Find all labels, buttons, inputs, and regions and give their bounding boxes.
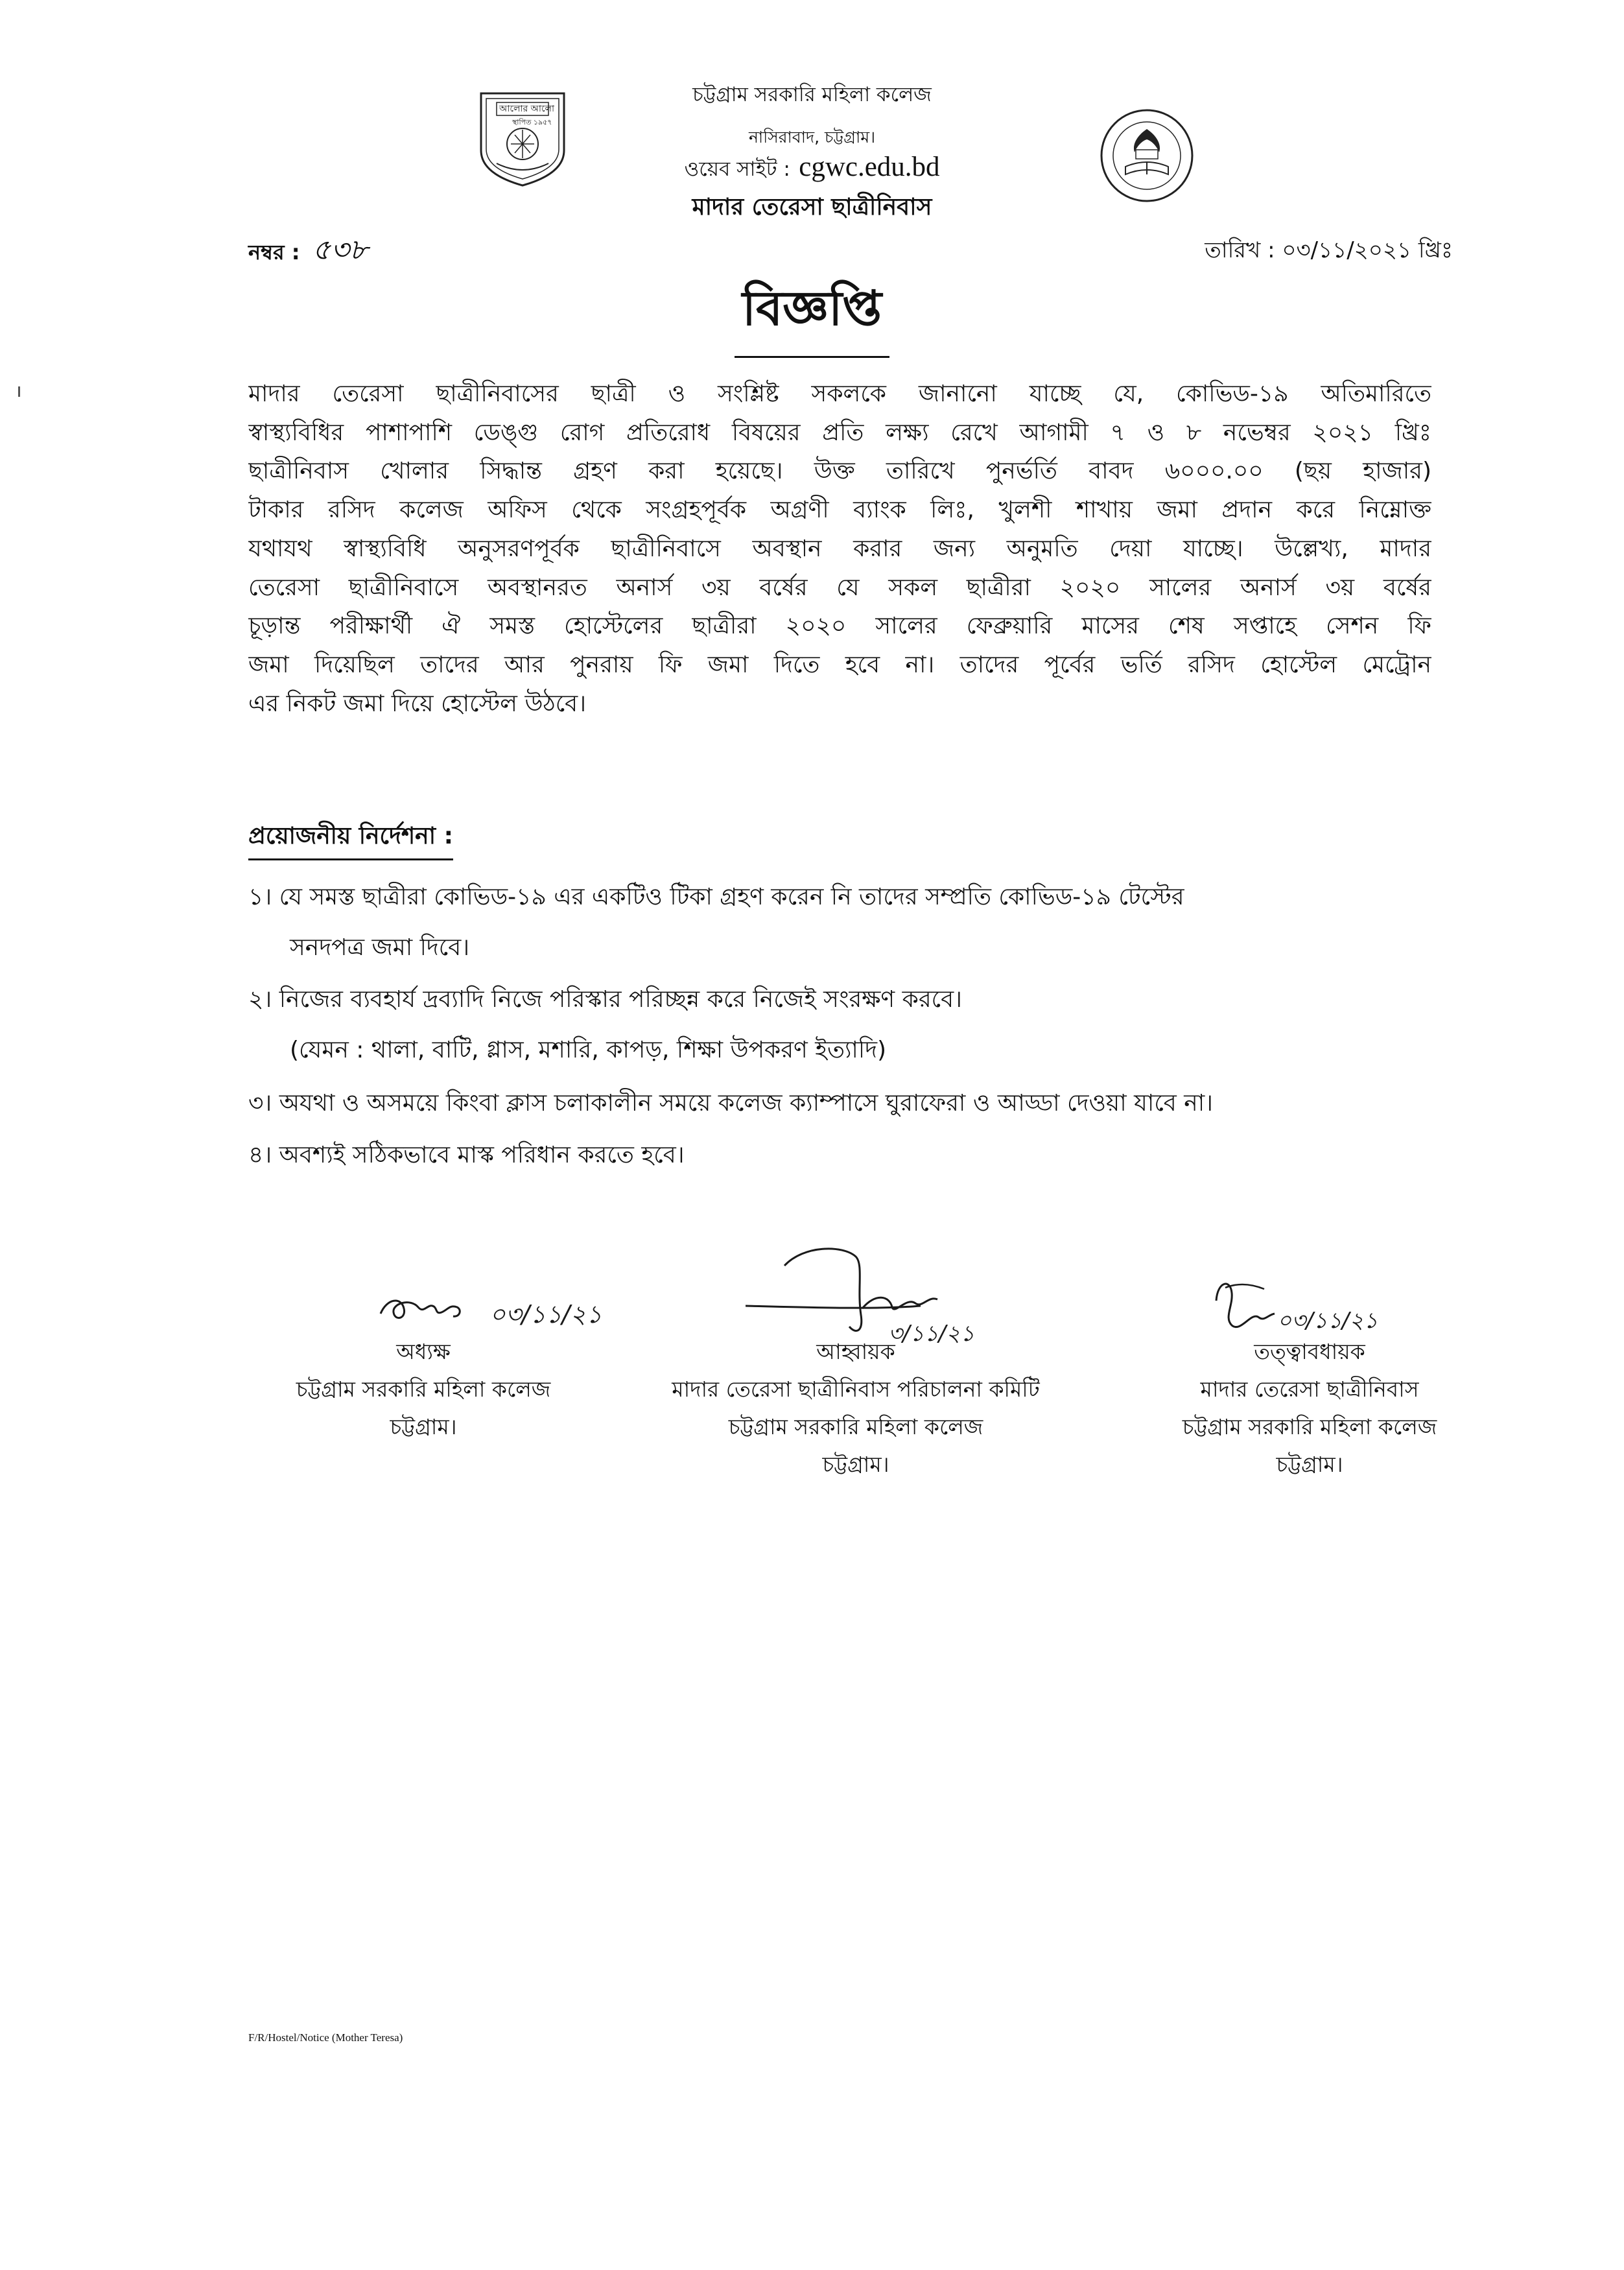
signature-line: চট্টগ্রাম।: [822, 1452, 889, 1477]
signature-line: মাদার তেরেসা ছাত্রীনিবাস পরিচালনা কমিটি: [672, 1377, 1040, 1402]
college-name: চট্টগ্রাম সরকারি মহিলা কলেজ: [692, 83, 932, 106]
instructions-heading: প্রয়োজনীয় নির্দেশনা :: [248, 818, 453, 860]
reference-number-value: ৫৩৮: [312, 233, 368, 266]
notice-body: [248, 375, 1431, 723]
signature-block-principal: [248, 1333, 598, 1446]
signature-line: চট্টগ্রাম সরকারি মহিলা কলেজ: [296, 1377, 551, 1402]
body-line: স্বাস্থ্যবিধির পাশাপাশি ডেঙ্গু রোগ প্রতিরোধ বিষয়ের প্রতি লক্ষ্য রেখে আগামী ৭ ও ৮ নভেম্বর ২০২১ খ্রিঃ: [248, 419, 1431, 446]
signature-line: চট্টগ্রাম।: [1276, 1452, 1343, 1477]
body-line: এর নিকট জমা দিয়ে হোস্টেল উঠবে।: [248, 690, 587, 717]
reference-number-label: নম্বর :: [248, 240, 300, 265]
college-address: নাসিরাবাদ, চট্টগ্রাম।: [748, 128, 876, 147]
body-line: মাদার তেরেসা ছাত্রীনিবাসের ছাত্রী ও সংশ্লিষ্ট সকলকে জানানো যাচ্ছে যে, কোভিড-১৯ অতিমারিতে: [248, 381, 1431, 407]
instruction-item-2: ২। নিজের ব্যবহার্য দ্রব্যাদি নিজে পরিস্কার পরিচ্ছন্ন করে নিজেই সংরক্ষণ করবে।: [248, 986, 962, 1013]
principal-signature: [378, 1285, 637, 1337]
signature-line: মাদার তেরেসা ছাত্রীনিবাস: [1200, 1377, 1419, 1402]
supervisor-signature-date: ০৩/১১/২১: [1277, 1308, 1378, 1334]
website-line: [0, 150, 1624, 187]
signature-line: চট্টগ্রাম সরকারি মহিলা কলেজ: [728, 1414, 983, 1439]
body-line: চূড়ান্ত পরীক্ষার্থী ঐ সমস্ত হোস্টেলের ছাত্রীরা ২০২০ সালের ফেব্রুয়ারি মাসের শেষ সপ্তাহে সেশন ফি: [248, 613, 1431, 640]
crest-text-top: আলোর আলো: [499, 104, 555, 114]
convener-signature: [746, 1244, 1018, 1347]
instruction-item-4: ৪। অবশ্যই সঠিকভাবে মাস্ক পরিধান করতে হবে।: [248, 1142, 685, 1168]
signature-role: আহ্বায়ক: [816, 1339, 895, 1364]
body-line: যথাযথ স্বাস্থ্যবিধি অনুসরণপূর্বক ছাত্রীনিবাসে অবস্থান করার জন্য অনুমতি দেয়া যাচ্ছে। উল্লেখ্য, মাদার: [248, 535, 1431, 562]
body-line: জমা দিয়েছিল তাদের আর পুনরায় ফি জমা দিতে হবে না। তাদের পূর্বের ভর্তি রসিদ হোস্টেল মেট্রোন: [248, 651, 1431, 678]
signature-role: অধ্যক্ষ: [396, 1339, 451, 1364]
instruction-item-1-cont: সনদপত্র জমা দিবে।: [290, 934, 470, 961]
instruction-item-1: ১। যে সমস্ত ছাত্রীরা কোভিড-১৯ এর একটিও টিকা গ্রহণ করেন নি তাদের সম্প্রতি কোভিড-১৯ টেস্টের: [248, 884, 1184, 910]
website-link[interactable]: cgwc.edu.bd: [799, 152, 940, 182]
crest-text-est: স্থাপিত ১৯৫৭: [512, 118, 552, 126]
signature-line: চট্টগ্রাম।: [390, 1414, 457, 1439]
signature-block-supervisor: [1141, 1333, 1478, 1484]
reference-number: [248, 228, 368, 276]
instruction-item-2-cont: (যেমন : থালা, বাটি, গ্লাস, মশারি, কাপড়, শিক্ষা উপকরণ ইত্যাদি): [290, 1037, 887, 1063]
scan-mark: [18, 386, 20, 397]
principal-signature-date: ০৩/১১/২১: [489, 1300, 602, 1329]
hostel-name: মাদার তেরেসা ছাত্রীনিবাস: [692, 194, 932, 220]
signature-block-convener: [609, 1333, 1102, 1484]
footer-reference: F/R/Hostel/Notice (Mother Teresa): [248, 2031, 403, 2044]
convener-signature-date: ৩/১১/২১: [888, 1321, 975, 1347]
notice-date-label: তারিখ :: [1205, 237, 1275, 263]
signature-role: তত্ত্বাবধায়ক: [1254, 1339, 1365, 1364]
signature-line: চট্টগ্রাম সরকারি মহিলা কলেজ: [1182, 1414, 1437, 1439]
notice-title: [0, 272, 1624, 358]
notice-date: [1205, 233, 1453, 270]
body-line: টাকার রসিদ কলেজ অফিস থেকে সংগ্রহপূর্বক অগ্রণী ব্যাংক লিঃ, খুলশী শাখায় জমা প্রদান করে নিম্নোক্ত: [248, 497, 1431, 524]
body-line: তেরেসা ছাত্রীনিবাসে অবস্থানরত অনার্স ৩য় বর্ষের যে সকল ছাত্রীরা ২০২০ সালের অনার্স ৩য় বর্ষের: [248, 574, 1431, 601]
notice-title-text: বিজ্ঞপ্তি: [735, 272, 889, 358]
body-line: ছাত্রীনিবাস খোলার সিদ্ধান্ত গ্রহণ করা হয়েছে। উক্ত তারিখে পুনর্ভর্তি বাবদ ৬০০০.০০ (ছয় হাজার): [248, 458, 1431, 485]
notice-date-value: ০৩/১১/২০২১ খ্রিঃ: [1282, 237, 1453, 263]
website-label: ওয়েব সাইট :: [684, 158, 790, 181]
supervisor-signature: [1212, 1275, 1420, 1340]
instruction-item-3: ৩। অযথা ও অসময়ে কিংবা ক্লাস চলাকালীন সময়ে কলেজ ক্যাম্পাসে ঘুরাফেরা ও আড্ডা দেওয়া যাবে না।: [248, 1090, 1214, 1117]
